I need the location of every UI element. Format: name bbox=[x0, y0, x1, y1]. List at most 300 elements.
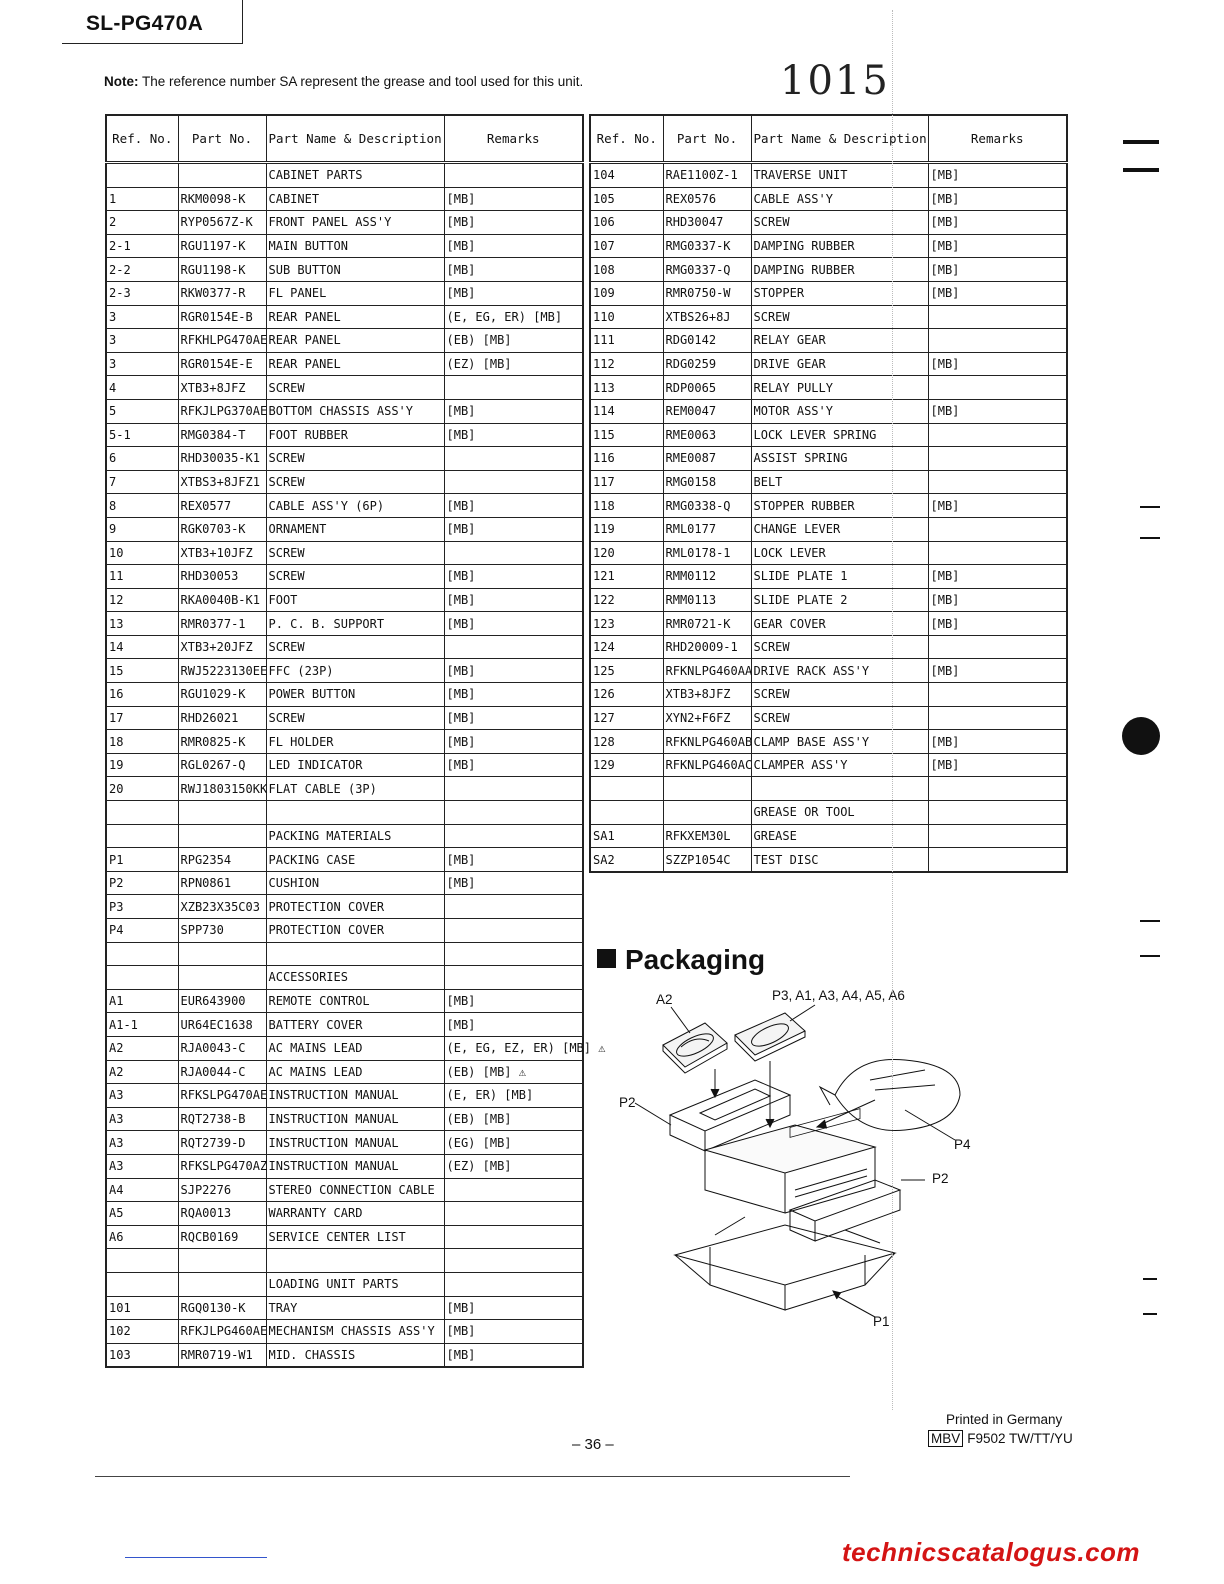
ref-cell: 118 bbox=[590, 494, 663, 518]
description-cell: CABINET bbox=[266, 187, 444, 211]
binding-mark bbox=[1140, 920, 1160, 922]
ref-cell: A3 bbox=[106, 1084, 178, 1108]
description-cell: SCREW bbox=[751, 683, 928, 707]
table-row bbox=[106, 258, 583, 282]
table-row bbox=[106, 1343, 583, 1367]
col-header-ref: Ref. No. bbox=[106, 115, 178, 163]
ref-cell bbox=[106, 801, 178, 825]
table-row bbox=[590, 423, 1067, 447]
ref-cell: 121 bbox=[590, 565, 663, 589]
binding-mark bbox=[1140, 955, 1160, 957]
part-no-cell: RHD30035-K1 bbox=[178, 447, 266, 471]
remarks-cell: [MB] bbox=[928, 187, 1067, 211]
description-cell: SCREW bbox=[266, 447, 444, 471]
description-cell: RELAY PULLY bbox=[751, 376, 928, 400]
ref-cell: 119 bbox=[590, 517, 663, 541]
ref-cell: 103 bbox=[106, 1343, 178, 1367]
ref-cell bbox=[106, 1249, 178, 1273]
ref-cell: 125 bbox=[590, 659, 663, 683]
description-cell: LED INDICATOR bbox=[266, 753, 444, 777]
description-cell: POWER BUTTON bbox=[266, 683, 444, 707]
remarks-cell bbox=[928, 848, 1067, 872]
ref-cell: 17 bbox=[106, 706, 178, 730]
remarks-cell bbox=[444, 541, 583, 565]
remarks-cell bbox=[444, 895, 583, 919]
remarks-cell: [MB] bbox=[444, 1343, 583, 1367]
part-no-cell: RMM0113 bbox=[663, 588, 751, 612]
binding-mark bbox=[1123, 168, 1159, 172]
remarks-cell bbox=[928, 706, 1067, 730]
ref-cell: 5-1 bbox=[106, 423, 178, 447]
description-cell: TRAVERSE UNIT bbox=[751, 163, 928, 188]
table-row bbox=[590, 399, 1067, 423]
ref-cell: 129 bbox=[590, 753, 663, 777]
part-no-cell: REX0577 bbox=[178, 494, 266, 518]
blue-rule bbox=[125, 1557, 267, 1558]
label-a2: A2 bbox=[656, 992, 673, 1007]
ref-cell: 9 bbox=[106, 517, 178, 541]
part-no-cell: UR64EC1638 bbox=[178, 1013, 266, 1037]
table-row bbox=[590, 612, 1067, 636]
ref-cell: A1 bbox=[106, 989, 178, 1013]
description-cell: TEST DISC bbox=[751, 848, 928, 872]
table-row bbox=[106, 1296, 583, 1320]
description-cell: CLAMP BASE ASS'Y bbox=[751, 730, 928, 754]
part-no-cell bbox=[178, 1272, 266, 1296]
ref-cell: 18 bbox=[106, 730, 178, 754]
description-cell: LOCK LEVER SPRING bbox=[751, 423, 928, 447]
remarks-cell bbox=[444, 1249, 583, 1273]
remarks-cell: [MB] bbox=[444, 683, 583, 707]
bag-group-icon bbox=[735, 1013, 805, 1061]
ref-cell: P4 bbox=[106, 919, 178, 943]
ref-cell: A3 bbox=[106, 1131, 178, 1155]
part-no-cell: RGR0154E-E bbox=[178, 352, 266, 376]
part-no-cell: XTB3+8JFZ bbox=[178, 376, 266, 400]
print-code-text: F9502 TW/TT/YU bbox=[967, 1431, 1073, 1446]
description-cell bbox=[751, 777, 928, 801]
ref-cell: 114 bbox=[590, 399, 663, 423]
part-no-cell: XTBS3+8JFZ1 bbox=[178, 470, 266, 494]
packaging-diagram bbox=[605, 985, 985, 1335]
remarks-cell bbox=[444, 919, 583, 943]
description-cell: CUSHION bbox=[266, 871, 444, 895]
part-no-cell: RMG0338-Q bbox=[663, 494, 751, 518]
part-no-cell: RMR0750-W bbox=[663, 281, 751, 305]
ref-cell bbox=[590, 777, 663, 801]
table-row bbox=[590, 848, 1067, 872]
part-no-cell: RHD20009-1 bbox=[663, 635, 751, 659]
ref-cell: 19 bbox=[106, 753, 178, 777]
part-no-cell: RFKJLPG460AE bbox=[178, 1320, 266, 1344]
table-row bbox=[106, 376, 583, 400]
ref-cell: 2 bbox=[106, 211, 178, 235]
description-cell: INSTRUCTION MANUAL bbox=[266, 1131, 444, 1155]
part-no-cell: REM0047 bbox=[663, 399, 751, 423]
part-no-cell: SZZP1054C bbox=[663, 848, 751, 872]
description-cell bbox=[266, 1249, 444, 1273]
remarks-cell bbox=[444, 824, 583, 848]
table-row bbox=[106, 1154, 583, 1178]
table-row bbox=[106, 329, 583, 353]
table-row bbox=[106, 1107, 583, 1131]
description-cell: BELT bbox=[751, 470, 928, 494]
part-no-cell: RML0177 bbox=[663, 517, 751, 541]
label-p2-left: P2 bbox=[619, 1095, 636, 1110]
remarks-cell: [MB] bbox=[928, 730, 1067, 754]
table-header-row bbox=[106, 115, 583, 163]
col-header-ref: Ref. No. bbox=[590, 115, 663, 163]
table-row bbox=[590, 494, 1067, 518]
remarks-cell: [MB] bbox=[444, 211, 583, 235]
description-cell: SUB BUTTON bbox=[266, 258, 444, 282]
description-cell bbox=[266, 942, 444, 966]
remarks-cell: [MB] bbox=[444, 258, 583, 282]
description-cell: STOPPER bbox=[751, 281, 928, 305]
remarks-cell bbox=[928, 376, 1067, 400]
remarks-cell: [MB] bbox=[444, 565, 583, 589]
description-cell: SCREW bbox=[751, 706, 928, 730]
table-row bbox=[590, 281, 1067, 305]
description-cell: TRAY bbox=[266, 1296, 444, 1320]
part-no-cell bbox=[178, 163, 266, 188]
ref-cell: A2 bbox=[106, 1060, 178, 1084]
description-cell: SCREW bbox=[751, 635, 928, 659]
ref-cell: A3 bbox=[106, 1107, 178, 1131]
binding-mark bbox=[1140, 537, 1160, 539]
table-row bbox=[106, 706, 583, 730]
remarks-cell bbox=[928, 517, 1067, 541]
ref-cell: 4 bbox=[106, 376, 178, 400]
description-cell: SCREW bbox=[266, 470, 444, 494]
table-header-row bbox=[590, 115, 1067, 163]
part-no-cell: XZB23X35C03 bbox=[178, 895, 266, 919]
remarks-cell: [MB] bbox=[444, 659, 583, 683]
website-link[interactable]: technicscatalogus.com bbox=[842, 1537, 1141, 1567]
part-no-cell: RWJ1803150KK bbox=[178, 777, 266, 801]
description-cell: SCREW bbox=[266, 635, 444, 659]
ref-cell: 12 bbox=[106, 588, 178, 612]
table-row bbox=[106, 895, 583, 919]
description-cell: DAMPING RUBBER bbox=[751, 258, 928, 282]
part-no-cell: RHD30053 bbox=[178, 565, 266, 589]
part-no-cell: RFKJLPG370AE bbox=[178, 399, 266, 423]
ref-cell: 20 bbox=[106, 777, 178, 801]
ref-cell: 104 bbox=[590, 163, 663, 188]
part-no-cell: RME0063 bbox=[663, 423, 751, 447]
description-cell: FL HOLDER bbox=[266, 730, 444, 754]
part-no-cell: RMG0384-T bbox=[178, 423, 266, 447]
remarks-cell: (E, ER) [MB] bbox=[444, 1084, 583, 1108]
description-cell: SLIDE PLATE 2 bbox=[751, 588, 928, 612]
table-row bbox=[590, 329, 1067, 353]
description-cell: STEREO CONNECTION CABLE bbox=[266, 1178, 444, 1202]
description-cell: REAR PANEL bbox=[266, 352, 444, 376]
table-row bbox=[590, 706, 1067, 730]
part-no-cell: SPP730 bbox=[178, 919, 266, 943]
table-row bbox=[106, 801, 583, 825]
table-row bbox=[106, 1131, 583, 1155]
remarks-cell bbox=[928, 329, 1067, 353]
description-cell: GREASE bbox=[751, 824, 928, 848]
description-cell: RELAY GEAR bbox=[751, 329, 928, 353]
table-row bbox=[106, 517, 583, 541]
table-row bbox=[590, 305, 1067, 329]
description-cell: REAR PANEL bbox=[266, 305, 444, 329]
table-row bbox=[590, 234, 1067, 258]
remarks-cell bbox=[928, 470, 1067, 494]
remarks-cell: [MB] bbox=[928, 588, 1067, 612]
remarks-cell bbox=[928, 683, 1067, 707]
table-row bbox=[590, 376, 1067, 400]
part-no-cell: RGU1198-K bbox=[178, 258, 266, 282]
table-row bbox=[106, 1036, 583, 1060]
part-no-cell: RFKSLPG470AZ bbox=[178, 1154, 266, 1178]
remarks-cell bbox=[928, 777, 1067, 801]
table-row bbox=[106, 942, 583, 966]
ref-cell: 15 bbox=[106, 659, 178, 683]
description-cell: MID. CHASSIS bbox=[266, 1343, 444, 1367]
ref-cell: A5 bbox=[106, 1202, 178, 1226]
ref-cell: 2-1 bbox=[106, 234, 178, 258]
part-no-cell: RQT2739-D bbox=[178, 1131, 266, 1155]
ref-cell: 105 bbox=[590, 187, 663, 211]
ref-cell: 108 bbox=[590, 258, 663, 282]
description-cell: MECHANISM CHASSIS ASS'Y bbox=[266, 1320, 444, 1344]
part-no-cell: RYP0567Z-K bbox=[178, 211, 266, 235]
remarks-cell: [MB] bbox=[444, 423, 583, 447]
packaging-title bbox=[597, 944, 765, 976]
ref-cell: 112 bbox=[590, 352, 663, 376]
table-row bbox=[590, 730, 1067, 754]
col-header-remarks: Remarks bbox=[928, 115, 1067, 163]
description-cell: SLIDE PLATE 1 bbox=[751, 565, 928, 589]
description-cell: CABLE ASS'Y (6P) bbox=[266, 494, 444, 518]
description-cell: DAMPING RUBBER bbox=[751, 234, 928, 258]
part-no-cell: REX0576 bbox=[663, 187, 751, 211]
remarks-cell: [MB] bbox=[444, 517, 583, 541]
table-row bbox=[590, 470, 1067, 494]
table-row bbox=[106, 352, 583, 376]
part-no-cell: RFKNLPG460AB bbox=[663, 730, 751, 754]
ref-cell: SA2 bbox=[590, 848, 663, 872]
ref-cell: 10 bbox=[106, 541, 178, 565]
remarks-cell bbox=[444, 966, 583, 990]
ref-cell: P2 bbox=[106, 871, 178, 895]
table-row bbox=[590, 801, 1067, 825]
remarks-cell: [MB] bbox=[928, 234, 1067, 258]
table-row bbox=[106, 1272, 583, 1296]
table-row bbox=[106, 1178, 583, 1202]
part-no-cell: RKA0040B-K1 bbox=[178, 588, 266, 612]
table-row bbox=[590, 258, 1067, 282]
description-cell: DRIVE GEAR bbox=[751, 352, 928, 376]
table-row bbox=[106, 234, 583, 258]
label-p2-right: P2 bbox=[932, 1171, 949, 1186]
table-row bbox=[590, 683, 1067, 707]
footer-rule bbox=[95, 1476, 850, 1477]
remarks-cell bbox=[928, 447, 1067, 471]
table-row bbox=[106, 966, 583, 990]
table-row bbox=[590, 352, 1067, 376]
remarks-cell: [MB] bbox=[444, 281, 583, 305]
table-row bbox=[106, 541, 583, 565]
table-row bbox=[106, 1320, 583, 1344]
remarks-cell: [MB] bbox=[928, 281, 1067, 305]
remarks-cell: (E, EG, EZ, ER) [MB] ⚠ bbox=[444, 1036, 583, 1060]
ref-cell: A1-1 bbox=[106, 1013, 178, 1037]
ref-cell bbox=[106, 824, 178, 848]
table-row bbox=[106, 305, 583, 329]
description-cell: REMOTE CONTROL bbox=[266, 989, 444, 1013]
remarks-cell: [MB] bbox=[444, 1296, 583, 1320]
ref-cell: A3 bbox=[106, 1154, 178, 1178]
remarks-cell: [MB] bbox=[444, 1013, 583, 1037]
table-row bbox=[590, 753, 1067, 777]
description-cell: WARRANTY CARD bbox=[266, 1202, 444, 1226]
part-no-cell: RFKNLPG460AA bbox=[663, 659, 751, 683]
note bbox=[104, 74, 583, 89]
remarks-cell: (E, EG, ER) [MB] bbox=[444, 305, 583, 329]
ref-cell: 16 bbox=[106, 683, 178, 707]
description-cell: SCREW bbox=[751, 305, 928, 329]
box-p1-icon bbox=[675, 1217, 895, 1310]
remarks-cell: [MB] bbox=[928, 753, 1067, 777]
table-row bbox=[106, 824, 583, 848]
description-cell: FFC (23P) bbox=[266, 659, 444, 683]
part-no-cell: RDG0142 bbox=[663, 329, 751, 353]
ref-cell: 110 bbox=[590, 305, 663, 329]
part-no-cell: XTB3+8JFZ bbox=[663, 683, 751, 707]
table-row bbox=[590, 777, 1067, 801]
bag-a2-icon bbox=[663, 1023, 727, 1073]
table-row bbox=[590, 517, 1067, 541]
parts-table-right bbox=[589, 114, 1068, 873]
remarks-cell: [MB] bbox=[444, 753, 583, 777]
description-cell: SCREW bbox=[266, 706, 444, 730]
part-no-cell: RPN0861 bbox=[178, 871, 266, 895]
part-no-cell: RMM0112 bbox=[663, 565, 751, 589]
description-cell: LOADING UNIT PARTS bbox=[266, 1272, 444, 1296]
remarks-cell bbox=[928, 801, 1067, 825]
note-label: Note: bbox=[104, 74, 139, 89]
table-row bbox=[590, 565, 1067, 589]
mbv-box: MBV bbox=[928, 1430, 963, 1447]
remarks-cell: [MB] bbox=[444, 187, 583, 211]
binding-mark bbox=[1123, 140, 1159, 144]
ref-cell: 2-2 bbox=[106, 258, 178, 282]
part-no-cell: RMR0825-K bbox=[178, 730, 266, 754]
ref-cell: 109 bbox=[590, 281, 663, 305]
ref-cell: 106 bbox=[590, 211, 663, 235]
label-group: P3, A1, A3, A4, A5, A6 bbox=[772, 988, 905, 1003]
ref-cell bbox=[590, 801, 663, 825]
description-cell: ACCESSORIES bbox=[266, 966, 444, 990]
printed-in: Printed in Germany bbox=[946, 1412, 1063, 1427]
description-cell: INSTRUCTION MANUAL bbox=[266, 1154, 444, 1178]
remarks-cell: [MB] bbox=[928, 352, 1067, 376]
note-text: The reference number SA represent the grease and tool used for this unit. bbox=[138, 74, 584, 89]
description-cell: INSTRUCTION MANUAL bbox=[266, 1107, 444, 1131]
ref-cell: 3 bbox=[106, 305, 178, 329]
remarks-cell bbox=[444, 376, 583, 400]
table-row bbox=[590, 588, 1067, 612]
part-no-cell: RJA0044-C bbox=[178, 1060, 266, 1084]
part-no-cell: RFKXEM30L bbox=[663, 824, 751, 848]
remarks-cell: [MB] bbox=[444, 730, 583, 754]
part-no-cell: RFKSLPG470AE bbox=[178, 1084, 266, 1108]
ref-cell: 11 bbox=[106, 565, 178, 589]
remarks-cell: [MB] bbox=[444, 1320, 583, 1344]
remarks-cell: (EB) [MB] ⚠ bbox=[444, 1060, 583, 1084]
part-no-cell bbox=[178, 1249, 266, 1273]
part-no-cell: RGU1197-K bbox=[178, 234, 266, 258]
part-no-cell: RWJ5223130EE bbox=[178, 659, 266, 683]
fold-dotted-line bbox=[892, 10, 893, 1410]
description-cell: SCREW bbox=[266, 541, 444, 565]
description-cell: AC MAINS LEAD bbox=[266, 1036, 444, 1060]
remarks-cell bbox=[928, 423, 1067, 447]
table-row bbox=[590, 635, 1067, 659]
part-no-cell: RMR0719-W1 bbox=[178, 1343, 266, 1367]
description-cell: BOTTOM CHASSIS ASS'Y bbox=[266, 399, 444, 423]
part-no-cell: RGK0703-K bbox=[178, 517, 266, 541]
description-cell: CHANGE LEVER bbox=[751, 517, 928, 541]
description-cell: SERVICE CENTER LIST bbox=[266, 1225, 444, 1249]
part-no-cell: RGR0154E-B bbox=[178, 305, 266, 329]
remarks-cell bbox=[444, 470, 583, 494]
packaging-drawing bbox=[605, 985, 985, 1335]
table-row bbox=[106, 989, 583, 1013]
remarks-cell: [MB] bbox=[928, 494, 1067, 518]
part-no-cell: RFKHLPG470AE bbox=[178, 329, 266, 353]
binding-mark bbox=[1140, 506, 1160, 508]
punch-hole-icon bbox=[1122, 717, 1160, 755]
description-cell: FL PANEL bbox=[266, 281, 444, 305]
ref-cell: P1 bbox=[106, 848, 178, 872]
table-row bbox=[106, 187, 583, 211]
part-no-cell: RME0087 bbox=[663, 447, 751, 471]
part-no-cell: RMR0377-1 bbox=[178, 612, 266, 636]
ref-cell: 6 bbox=[106, 447, 178, 471]
part-no-cell: XTB3+20JFZ bbox=[178, 635, 266, 659]
ref-cell: 2-3 bbox=[106, 281, 178, 305]
remarks-cell: [MB] bbox=[928, 211, 1067, 235]
ref-cell: 3 bbox=[106, 352, 178, 376]
description-cell: PACKING CASE bbox=[266, 848, 444, 872]
remarks-cell: [MB] bbox=[928, 163, 1067, 188]
description-cell: ORNAMENT bbox=[266, 517, 444, 541]
remarks-cell bbox=[444, 942, 583, 966]
ref-cell: 117 bbox=[590, 470, 663, 494]
table-row bbox=[590, 659, 1067, 683]
part-no-cell: RHD30047 bbox=[663, 211, 751, 235]
ref-cell: 128 bbox=[590, 730, 663, 754]
description-cell: MAIN BUTTON bbox=[266, 234, 444, 258]
remarks-cell bbox=[928, 824, 1067, 848]
table-row bbox=[590, 211, 1067, 235]
description-cell: CLAMPER ASS'Y bbox=[751, 753, 928, 777]
description-cell: REAR PANEL bbox=[266, 329, 444, 353]
description-cell: PACKING MATERIALS bbox=[266, 824, 444, 848]
ref-cell: 13 bbox=[106, 612, 178, 636]
binding-mark bbox=[1143, 1278, 1157, 1280]
description-cell: LOCK LEVER bbox=[751, 541, 928, 565]
ref-cell: 126 bbox=[590, 683, 663, 707]
part-no-cell: EUR643900 bbox=[178, 989, 266, 1013]
table-row bbox=[106, 659, 583, 683]
remarks-cell: [MB] bbox=[444, 399, 583, 423]
